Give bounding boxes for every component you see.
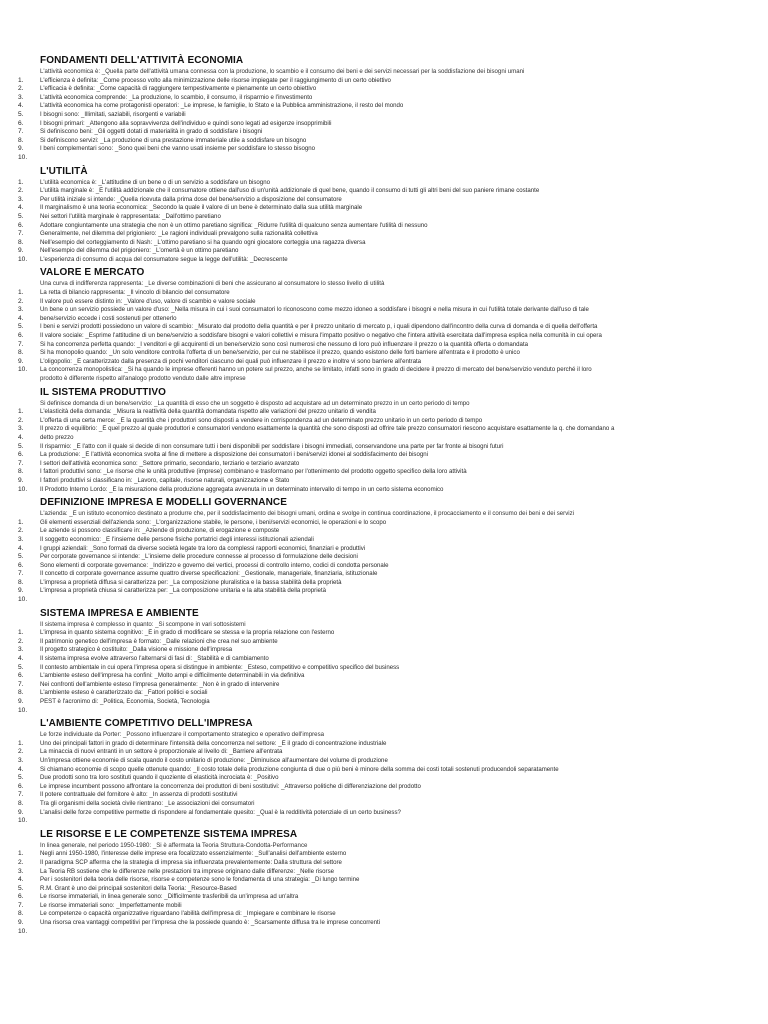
- question-text: Negli anni 1950-1980, l'interesse delle imprese era focalizzato essenzialmente: _Sull'analisi dell'ambiente esterno: [40, 850, 347, 858]
- question-row: [0, 800, 768, 809]
- question-text: Per corporate governance si intende: _L'insieme delle procedure connesse al processo di formulazione delle decisioni: [40, 553, 358, 561]
- question-row: [0, 230, 768, 239]
- question-text: Il patrimonio genetico dell'impresa è formato: _Dalle relazioni che crea nel suo ambiente: [40, 637, 278, 645]
- question-row: [0, 809, 768, 818]
- question-row: [0, 859, 768, 868]
- question-number: 6.: [18, 451, 24, 459]
- question-number: 1.: [18, 408, 24, 416]
- question-text: Il concetto di corporate governance assume quattro diverse specificazioni: _Gestionale, manageriale, finanziaria, istituzionale: [40, 570, 378, 578]
- question-text: Due prodotti sono tra loro sostituti quando il quoziente di elasticità incrociata è: _Positivo: [40, 774, 279, 782]
- question-text: Si ha concorrenza perfetta quando: _I venditori e gli acquirenti di un bene/servizio sono così numerosi che nessuno di loro può influenzare il prezzo o la quantità offerta o domandata: [40, 340, 529, 348]
- question-row: [0, 434, 768, 443]
- question-number: 6.: [18, 221, 24, 229]
- question-text: Per utilità iniziale si intende: _Quella ricevuta dalla prima dose del bene/servizio a disposizione del consumatore: [40, 195, 342, 203]
- question-text: L'utilità economica è: _L'attitudine di un bene o di un servizio a soddisfare un bisogno: [40, 178, 270, 186]
- question-row: [0, 766, 768, 775]
- question-row: [0, 187, 768, 196]
- question-number: 3.: [18, 306, 24, 314]
- question-text: Generalmente, nel dilemma del prigioniero: _Le ragioni individuali prevalgono sulla razionalità collettiva: [40, 230, 318, 238]
- question-number: 5.: [18, 553, 24, 561]
- section: [0, 386, 768, 495]
- question-row: [0, 681, 768, 690]
- question-row: [0, 204, 768, 213]
- question-text: L'elasticità della domanda: _Misura la reattività della quantità domandata rispetto alle variazioni del prezzo unitario di vendita: [40, 408, 376, 416]
- question-text: Le risorse immateriali sono: _Imperfettamente mobili: [40, 901, 182, 909]
- question-row: [0, 375, 768, 384]
- question-text: Il prezzo di equilibrio: _È quel prezzo al quale produttori e consumatori vendono esattamente la quantità che sono disposti ad offrire tale prezzo consumatori riescono acquistare esattamente la q. che domandano a: [40, 425, 615, 433]
- question-text: Si definiscono beni: _Gli oggetti dotati di materialità in grado di soddisfare i bisogni: [40, 128, 263, 136]
- document-page: [0, 52, 768, 936]
- question-row: [0, 154, 768, 163]
- question-text: Si ha monopolio quando: _Un solo venditore controlla l'offerta di un bene/servizio, per cui ne stabilisce il prezzo, quando esistono delle forti barriere all'entrata e il prodotto è unico: [40, 349, 520, 357]
- question-text: R.M. Grant è uno dei principali sostenitori della Teoria: _Resource-Based: [40, 884, 237, 892]
- question-row: [0, 527, 768, 536]
- question-row: [0, 306, 768, 315]
- question-number: 3.: [18, 535, 24, 543]
- question-number: 6.: [18, 893, 24, 901]
- section-title: FONDAMENTI DELL'ATTIVITÀ ECONOMIA: [40, 55, 244, 66]
- question-number: 4.: [18, 102, 24, 110]
- question-number: 7.: [18, 791, 24, 799]
- question-text: Il Prodotto Interno Lordo: _È la misurazione della produzione aggregata avvenuta in un determinato intervallo di tempo in un certo sistema economico: [40, 485, 444, 493]
- question-row: [0, 817, 768, 826]
- question-row: [0, 213, 768, 222]
- question-number: 1.: [18, 76, 24, 84]
- question-row: [0, 77, 768, 86]
- question-row: [0, 128, 768, 137]
- question-text: I bisogni sono: _Illimitati, saziabili, risorgenti e variabili: [40, 110, 186, 118]
- question-number: 4.: [18, 876, 24, 884]
- question-text: Adottare congiuntamente una strategia che non è un ottimo paretiano significa: _Ridurre l'utilità di qualcuno senza aumentare l'utilità di nessuno: [40, 221, 428, 229]
- question-number: 2.: [18, 637, 24, 645]
- question-number: 10.: [18, 485, 28, 493]
- question-number: 8.: [18, 238, 24, 246]
- question-row: [0, 774, 768, 783]
- question-row: [0, 621, 768, 630]
- question-text: Una risorsa crea vantaggi competitivi per l'impresa che la possiede quando è: _Scarsamente diffusa tra le imprese concorrenti: [40, 919, 381, 927]
- question-row: [0, 179, 768, 188]
- question-text: Il sistema impresa è complesso in quanto: _Si scompone in vari sottosistemi: [40, 620, 246, 628]
- question-number: 9.: [18, 247, 24, 255]
- question-row: [0, 570, 768, 579]
- question-text: Il valore può essere distinto in: _Valore d'uso, valore di scambio e valore sociale: [40, 297, 256, 305]
- question-number: 5.: [18, 212, 24, 220]
- question-number: 8.: [18, 136, 24, 144]
- question-number: 6.: [18, 561, 24, 569]
- question-row: [0, 510, 768, 519]
- question-row: [0, 85, 768, 94]
- question-number: 9.: [18, 808, 24, 816]
- question-number: 8.: [18, 689, 24, 697]
- section-title: SISTEMA IMPRESA E AMBIENTE: [40, 607, 199, 619]
- question-row: [0, 638, 768, 647]
- question-text: Il potere contrattuale del fornitore è alto: _In assenza di prodotti sostitutivi: [40, 791, 238, 799]
- question-text: L'ambiente esteso è caratterizzato da: _Fattori politici e sociali: [40, 689, 208, 697]
- question-text: Il valore sociale: _Esprime l'attitudine di un bene/servizio a soddisfare bisogni e valori collettivi e misura l'impatto positivo o negativo che l'intera attività esercitata dall'impresa esplica nella comunità in cui opera: [40, 332, 602, 340]
- question-text: Il paradigma SCP afferma che la strategia di impresa sia influenzata prevalentemente: Dalla struttura del settore: [40, 858, 342, 866]
- question-row: [0, 68, 768, 77]
- question-text: L'attività economica è: _Quella parte dell'attività umana connessa con la produzione, lo scambio e il consumo dei beni e dei servizi necessari per la soddisfazione dei bisogni umani: [40, 68, 525, 75]
- question-number: 2.: [18, 85, 24, 93]
- question-number: 4.: [18, 433, 24, 441]
- question-row: [0, 842, 768, 851]
- question-number: 7.: [18, 680, 24, 688]
- question-number: 9.: [18, 919, 24, 927]
- question-number: 5.: [18, 663, 24, 671]
- question-row: [0, 910, 768, 919]
- question-text: L'attività economica ha come protagonisti operatori: _Le imprese, le famiglie, lo Stato e la Pubblica amministrazione, il resto del mondo: [40, 102, 404, 110]
- question-text: La produzione: _È l'attività economica svolta al fine di mettere a disposizione dei consumatori i beni/servizi idonei al soddisfacimento dei bisogni: [40, 451, 428, 459]
- question-text: L'esperienza di consumo di acqua del consumatore segue la legge dell'utilità: _Decrescente: [40, 255, 288, 263]
- question-row: [0, 731, 768, 740]
- question-number: 10.: [18, 153, 28, 161]
- question-number: 9.: [18, 698, 24, 705]
- question-text: L'impresa a proprietà diffusa si caratterizza per: _La composizione pluralistica e la bassa stabilità della proprietà: [40, 578, 342, 586]
- question-row: [0, 545, 768, 554]
- question-row: [0, 222, 768, 231]
- question-row: [0, 740, 768, 749]
- question-number: 7.: [18, 340, 24, 348]
- question-row: [0, 655, 768, 664]
- question-number: 5.: [18, 442, 24, 450]
- question-row: [0, 137, 768, 146]
- question-row: [0, 451, 768, 460]
- question-text: Un'impresa ottiene economie di scala quando il costo unitario di produzione: _Diminuisce all'aumentare del volume di produzione: [40, 756, 388, 764]
- question-number: 7.: [18, 901, 24, 909]
- question-number: 9.: [18, 587, 24, 595]
- section-title: LE RISORSE E LE COMPETENZE SISTEMA IMPRESA: [40, 828, 298, 840]
- question-text: Una curva di indifferenza rappresenta: _Le diverse combinazioni di beni che assicurano al consumatore lo stesso livello di utilità: [40, 280, 385, 288]
- question-text: Il progetto strategico è costituito: _Dalla visione e missione dell'impresa: [40, 646, 233, 654]
- section-title: VALORE E MERCATO: [40, 267, 145, 279]
- section: [0, 717, 768, 826]
- question-text: L'efficienza è definita: _Come processo volto alla minimizzazione delle risorse impiegate per il raggiungimento di un certo obiettivo: [40, 76, 391, 84]
- question-row: [0, 443, 768, 452]
- question-row: [0, 477, 768, 486]
- question-number: 8.: [18, 578, 24, 586]
- question-text: detto prezzo: [40, 433, 74, 441]
- question-text: Tra gli organismi della società civile rientrano: _Le associazioni dei consumatori: [40, 799, 255, 807]
- question-number: 8.: [18, 468, 24, 476]
- question-number: 4.: [18, 544, 24, 552]
- question-row: [0, 902, 768, 911]
- question-text: L'ambiente esteso dell'impresa ha confini: _Molto ampi e difficilmente determinabili in via definitiva: [40, 672, 305, 680]
- question-number: 6.: [18, 782, 24, 790]
- question-number: 1.: [18, 289, 24, 297]
- question-text: La Teoria RB sostiene che le differenze nelle prestazioni tra imprese originano dalle differenze: _Nelle risorse: [40, 867, 335, 875]
- question-row: [0, 928, 768, 937]
- question-row: [0, 468, 768, 477]
- question-text: Si definiscono servizi: _La produzione di una prestazione immateriale utile a soddisfare un bisogno: [40, 136, 307, 144]
- question-row: [0, 332, 768, 341]
- question-number: 3.: [18, 756, 24, 764]
- question-text: PEST è l'acronimo di: _Politica, Economia, Società, Tecnologia: [40, 698, 210, 705]
- question-number: 3.: [18, 867, 24, 875]
- question-row: [0, 562, 768, 571]
- question-row: [0, 358, 768, 367]
- question-row: [0, 366, 768, 375]
- question-row: [0, 893, 768, 902]
- question-text: Il soggetto economico: _È l'insieme delle persone fisiche portatrici degli interessi istituzionali aziendali: [40, 535, 314, 543]
- question-row: [0, 120, 768, 129]
- question-row: [0, 553, 768, 562]
- question-text: L'offerta di una certa merce: _È la quantità che i produttori sono disposti a vendere in corrispondenza ad un determinato prezzo unitario in un certo periodo di tempo: [40, 416, 483, 424]
- question-row: [0, 425, 768, 434]
- question-text: Sono elementi di corporate governance: _Indirizzo e governo dei vertici, processi di controllo interno, codici di condotta personale: [40, 561, 389, 569]
- question-row: [0, 94, 768, 103]
- question-row: [0, 289, 768, 298]
- question-number: 2.: [18, 416, 24, 424]
- question-row: [0, 791, 768, 800]
- question-row: [0, 919, 768, 928]
- question-text: L'efficacia è definita: _Come capacità di raggiungere tempestivamente e pienamente un certo obiettivo: [40, 85, 317, 93]
- question-row: [0, 341, 768, 350]
- question-row: [0, 698, 768, 707]
- question-number: 6.: [18, 332, 24, 340]
- section: [0, 828, 768, 937]
- question-row: [0, 596, 768, 605]
- question-number: 6.: [18, 672, 24, 680]
- question-number: 9.: [18, 476, 24, 484]
- question-number: 5.: [18, 110, 24, 118]
- question-text: Il marginalismo è una teoria economica: _Secondo la quale il valore di un bene è determinato dalla sua utilità marginale: [40, 204, 363, 212]
- question-text: Le forze individuate da Porter: _Possono influenzare il comportamento strategico e operativo dell'impresa: [40, 731, 325, 739]
- question-text: In linea generale, nel periodo 1950-1980: _Si è affermata la Teoria Struttura-Condotta-Performance: [40, 841, 308, 849]
- question-number: 1.: [18, 178, 24, 186]
- question-number: 4.: [18, 314, 24, 322]
- section-title: IL SISTEMA PRODUTTIVO: [40, 386, 166, 398]
- question-text: Gli elementi essenziali dell'azienda sono: _L'organizzazione stabile, le persone, i beni/servizi economici, le operazioni e lo scopo: [40, 518, 387, 526]
- question-text: La concorrenza monopolistica: _Si ha quando le imprese offerenti hanno un potere sul prezzo, anche se limitato, infatti sono in grado di decidere il prezzo di mercato del bene/servizio venduto perché il loro: [40, 366, 592, 374]
- question-row: [0, 689, 768, 698]
- question-row: [0, 579, 768, 588]
- question-row: [0, 417, 768, 426]
- question-row: [0, 256, 768, 265]
- question-number: 1.: [18, 629, 24, 637]
- question-number: 1.: [18, 850, 24, 858]
- question-number: 2.: [18, 527, 24, 535]
- question-row: [0, 102, 768, 111]
- question-row: [0, 196, 768, 205]
- section: [0, 496, 768, 605]
- question-text: Si chiamano economie di scopo quelle ottenute quando: _Il costo totale della produzione congiunta di due o più beni è minore della somma dei costi totali sostenuti producendoli separatamente: [40, 765, 559, 773]
- question-number: 10.: [18, 596, 28, 604]
- question-number: 10.: [18, 706, 28, 714]
- question-text: Nei settori l'utilità marginale è rappresentata: _Dall'ottimo paretiano: [40, 212, 221, 220]
- question-row: [0, 519, 768, 528]
- question-text: L'impresa a proprietà chiusa si caratterizza per: _La composizione unitaria e la alta stabilità della proprietà: [40, 587, 327, 595]
- question-number: 5.: [18, 323, 24, 331]
- question-text: L'attività economica comprende: _La produzione, lo scambio, il consumo, il risparmio e l'investimento: [40, 93, 313, 101]
- question-row: [0, 757, 768, 766]
- question-number: 7.: [18, 570, 24, 578]
- question-number: 10.: [18, 255, 28, 263]
- section: [0, 266, 768, 383]
- question-number: 7.: [18, 459, 24, 467]
- section: [0, 165, 768, 265]
- question-number: 9.: [18, 145, 24, 153]
- question-number: 1.: [18, 518, 24, 526]
- question-row: [0, 876, 768, 885]
- question-text: Le risorse immateriali, in linea generale sono: _Difficilmente trasferibili da un'impresa ad un'altra: [40, 893, 299, 901]
- question-text: I fattori produttivi sono: _Le risorse che le unità produttive (imprese) combinano e trasformano per l'ottenimento del prodotto oggetto specifico della loro attività: [40, 468, 467, 476]
- question-number: 2.: [18, 297, 24, 305]
- question-row: [0, 646, 768, 655]
- question-row: [0, 868, 768, 877]
- question-text: I fattori produttivi si classificano in: _Lavoro, capitale, risorse naturali, organizzazione e Stato: [40, 476, 290, 484]
- question-text: Il contesto ambientale in cui opera l'impresa opera si distingue in ambiente: _Esteso, competitivo e competitivo specifico del business: [40, 663, 400, 671]
- question-row: [0, 408, 768, 417]
- question-number: 5.: [18, 774, 24, 782]
- question-text: L'utilità marginale è: _È l'utilità addizionale che il consumatore ottiene dall'uso di un'unità addizionale di quel bene, quando il consumo di tutti gli altri beni del suo paniere rimane costante: [40, 187, 540, 195]
- question-number: 4.: [18, 204, 24, 212]
- question-number: 3.: [18, 195, 24, 203]
- question-number: 6.: [18, 119, 24, 127]
- question-number: 7.: [18, 128, 24, 136]
- question-row: [0, 315, 768, 324]
- question-number: 3.: [18, 646, 24, 654]
- question-number: 4.: [18, 765, 24, 773]
- question-row: [0, 629, 768, 638]
- question-number: 10.: [18, 817, 28, 825]
- question-text: Le aziende si possono classificare in: _Aziende di produzione, di erogazione e composte: [40, 527, 280, 535]
- question-text: I beni e servizi prodotti possiedono un valore di scambio: _Misurato dal prodotto della quantità e per il prezzo unitario di mercato p, i quali dipendono dall'incontro della curva di domanda e di quella dell'offerta: [40, 323, 598, 331]
- question-row: [0, 247, 768, 256]
- question-text: Uno dei principali fattori in grado di determinare l'intensità della concorrenza nel settore: _È il grado di concentrazione industriale: [40, 739, 387, 747]
- question-number: 3.: [18, 93, 24, 101]
- question-number: 9.: [18, 357, 24, 365]
- question-row: [0, 298, 768, 307]
- question-row: [0, 486, 768, 495]
- question-number: 8.: [18, 349, 24, 357]
- question-text: I bisogni primari: _Attengono alla sopravvivenza dell'individuo e quindi sono legati ad esigenze insopprimibili: [40, 119, 332, 127]
- question-row: [0, 239, 768, 248]
- question-text: L'oligopolio: _È caratterizzato dalla presenza di pochi venditori ciascuno dei quali può influenzare il prezzo e inoltre vi sono barriere all'entrata: [40, 357, 422, 365]
- question-row: [0, 885, 768, 894]
- question-number: 10.: [18, 366, 28, 374]
- question-text: La retta di bilancio rappresenta: _Il vincolo di bilancio del consumatore: [40, 289, 230, 297]
- question-row: [0, 400, 768, 409]
- question-text: La minaccia di nuovi entranti in un settore è proporzionale al livello di: _Barriere all'entrata: [40, 748, 283, 756]
- question-row: [0, 748, 768, 757]
- question-number: 10.: [18, 927, 28, 935]
- question-number: 7.: [18, 230, 24, 238]
- question-text: prodotto è differente rispetto all'analogo prodotto venduto dalle altre imprese: [40, 375, 246, 382]
- question-row: [0, 323, 768, 332]
- question-row: [0, 460, 768, 469]
- question-text: L'azienda: _È un istituto economico destinato a produrre che, per il soddisfacimento dei bisogni umani, ordina e svolge in continua coordinazione, il procacciamento e il consumo dei beni e dei servizi: [40, 510, 574, 518]
- question-text: Nell'esempio del dilemma del prigioniero: _L'omertà è un ottimo paretiano: [40, 247, 239, 255]
- question-row: [0, 587, 768, 596]
- question-number: 2.: [18, 187, 24, 195]
- question-text: I beni complementari sono: _Sono quei beni che vanno usati insieme per soddisfare lo stesso bisogno: [40, 145, 316, 153]
- question-number: 3.: [18, 425, 24, 433]
- question-text: L'analisi delle forze competitive permette di rispondere al fondamentale quesito: _Qual è la redditività potenziale di un certo business?: [40, 808, 401, 816]
- question-text: Un bene o un servizio possiede un valore d'uso: _Nella misura in cui i suoi consumatori lo riconoscono come mezzo idoneo a soddisfare i bisogni e nella misura in cui l'utilità totale derivante dall'uso di tale: [40, 306, 589, 314]
- question-number: 8.: [18, 799, 24, 807]
- question-row: [0, 536, 768, 545]
- question-number: 5.: [18, 884, 24, 892]
- question-text: Il sistema impresa evolve attraverso l'alternarsi di fasi di: _Stabilità e di cambiamento: [40, 655, 269, 663]
- question-text: L'impresa in quanto sistema cognitivo: _È in grado di modificare se stessa e la propria relazione con l'esterno: [40, 629, 335, 637]
- question-row: [0, 707, 768, 716]
- question-row: [0, 349, 768, 358]
- question-text: Le imprese incumbent possono affrontare la concorrenza dei produttori di beni sostitutivi: _Attraverso politiche di differenziazione del prodotto: [40, 782, 421, 790]
- question-text: Le competenze o capacità organizzative riguardano l'abilità dell'impresa di: _Impiegare e combinare le risorse: [40, 910, 336, 918]
- question-row: [0, 111, 768, 120]
- question-text: Nell'esempio del corteggiamento di Nash: _L'ottimo paretiano si ha quando ogni giocatore corteggia una ragazza diversa: [40, 238, 366, 246]
- question-number: 4.: [18, 655, 24, 663]
- question-number: 2.: [18, 748, 24, 756]
- question-row: [0, 145, 768, 154]
- question-text: I gruppi aziendali: _Sono formati da diverse società legate tra loro da complessi rapporti economici, finanziari e produttivi: [40, 544, 366, 552]
- section-title: L'UTILITÀ: [40, 165, 88, 177]
- section: [0, 607, 768, 716]
- question-text: Il risparmio: _È l'atto con il quale si decide di non consumare tutti i beni disponibili per soddisfare i bisogni immediati, conservandone una parte per far fronte ai bisogni futuri: [40, 442, 504, 450]
- question-number: 8.: [18, 910, 24, 918]
- question-row: [0, 672, 768, 681]
- question-row: [0, 280, 768, 289]
- section: [0, 54, 768, 163]
- question-number: 1.: [18, 739, 24, 747]
- question-number: 2.: [18, 858, 24, 866]
- section-title: L'AMBIENTE COMPETITIVO DELL'IMPRESA: [40, 718, 253, 730]
- question-text: I settori dell'attività economica sono: _Settore primario, secondario, terziario e terziario avanzato: [40, 459, 300, 467]
- question-row: [0, 783, 768, 792]
- question-text: bene/servizio eccede i costi sostenuti per ottenerlo: [40, 314, 177, 322]
- question-text: Nei confronti dell'ambiente esteso l'impresa generalmente: _Non è in grado di intervenire: [40, 680, 280, 688]
- question-row: [0, 850, 768, 859]
- question-text: Per i sostenitori della teoria delle risorse, risorse e competenze sono le fondamenta di una strategia: _Di lungo termine: [40, 876, 360, 884]
- question-row: [0, 664, 768, 673]
- question-text: Si definisce domanda di un bene/servizio: _La quantità di esso che un soggetto è disposto ad acquistare ad un determinato prezzo in un certo periodo di tempo: [40, 399, 470, 407]
- section-title: DEFINIZIONE IMPRESA E MODELLI GOVERNANCE: [40, 497, 287, 509]
